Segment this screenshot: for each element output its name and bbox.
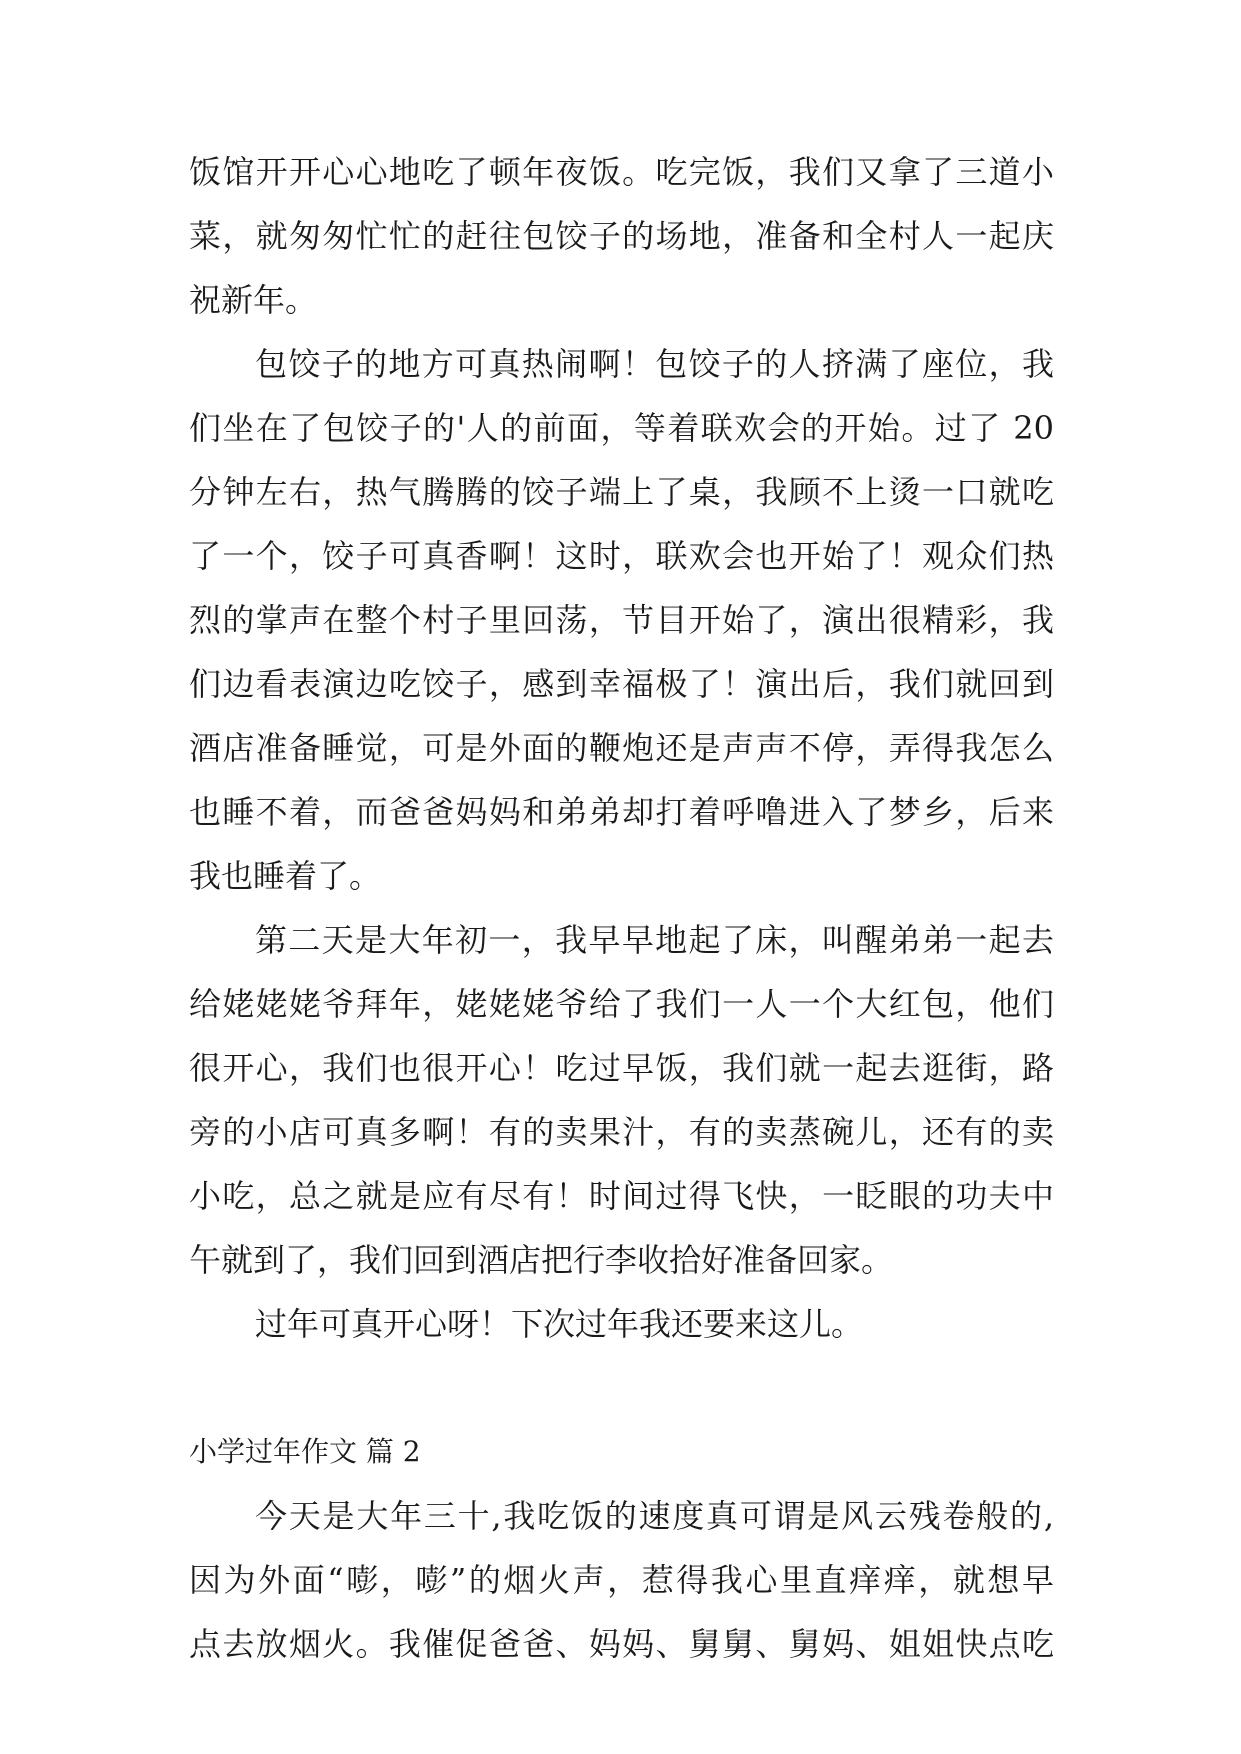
text-line: 烈的掌声在整个村子里回荡，节目开始了，演出很精彩，我 (189, 601, 1054, 639)
text-line: 分钟左右，热气腾腾的饺子端上了桌，我顾不上烫一口就吃 (189, 473, 1054, 511)
text-line: 小吃，总之就是应有尽有！时间过得飞快，一眨眼的功夫中 (189, 1177, 1054, 1215)
text-line: 点去放烟火。我催促爸爸、妈妈、舅舅、舅妈、姐姐快点吃 (189, 1625, 1054, 1663)
text-line: 们边看表演边吃饺子，感到幸福极了！演出后，我们就回到 (189, 665, 1054, 703)
text-line: 菜，就匆匆忙忙的赶往包饺子的场地，准备和全村人一起庆 (189, 217, 1054, 255)
section-heading: 小学过年作文 篇 2 (189, 1435, 421, 1468)
text-line: 包饺子的地方可真热闹啊！包饺子的人挤满了座位，我 (255, 345, 1054, 383)
text-line: 过年可真开心呀！下次过年我还要来这儿。 (255, 1305, 864, 1343)
text-line: 因为外面“嘭，嘭”的烟火声，惹得我心里直痒痒，就想早 (189, 1561, 1054, 1599)
paragraph (189, 1484, 1054, 1676)
text-line: 我也睡着了。 (189, 857, 382, 895)
text-line: 第二天是大年初一，我早早地起了床，叫醒弟弟一起去 (255, 921, 1054, 959)
text-line: 了一个，饺子可真香啊！这时，联欢会也开始了！观众们热 (189, 537, 1054, 575)
text-line: 们坐在了包饺子的'人的前面，等着联欢会的开始。过了 20 (189, 409, 1054, 447)
text-line: 也睡不着，而爸爸妈妈和弟弟却打着呼噜进入了梦乡，后来 (189, 793, 1054, 831)
paragraph (189, 908, 1054, 1292)
spacer (189, 1356, 1054, 1420)
text-line: 给姥姥姥爷拜年，姥姥姥爷给了我们一人一个大红包，他们 (189, 985, 1054, 1023)
document-page (189, 140, 1054, 1676)
text-line: 很开心，我们也很开心！吃过早饭，我们就一起去逛街，路 (189, 1049, 1054, 1087)
text-line: 祝新年。 (189, 281, 318, 319)
text-line: 酒店准备睡觉，可是外面的鞭炮还是声声不停，弄得我怎么 (189, 729, 1054, 767)
text-line: 旁的小店可真多啊！有的卖果汁，有的卖蒸碗儿，还有的卖 (189, 1113, 1054, 1151)
paragraph (189, 140, 1054, 332)
text-line: 今天是大年三十,我吃饭的速度真可谓是风云残卷般的, (255, 1497, 1054, 1535)
text-line: 午就到了，我们回到酒店把行李收拾好准备回家。 (189, 1241, 894, 1279)
text-line: 饭馆开开心心地吃了顿年夜饭。吃完饭，我们又拿了三道小 (189, 153, 1054, 191)
paragraph (189, 332, 1054, 908)
paragraph (189, 1292, 1054, 1356)
